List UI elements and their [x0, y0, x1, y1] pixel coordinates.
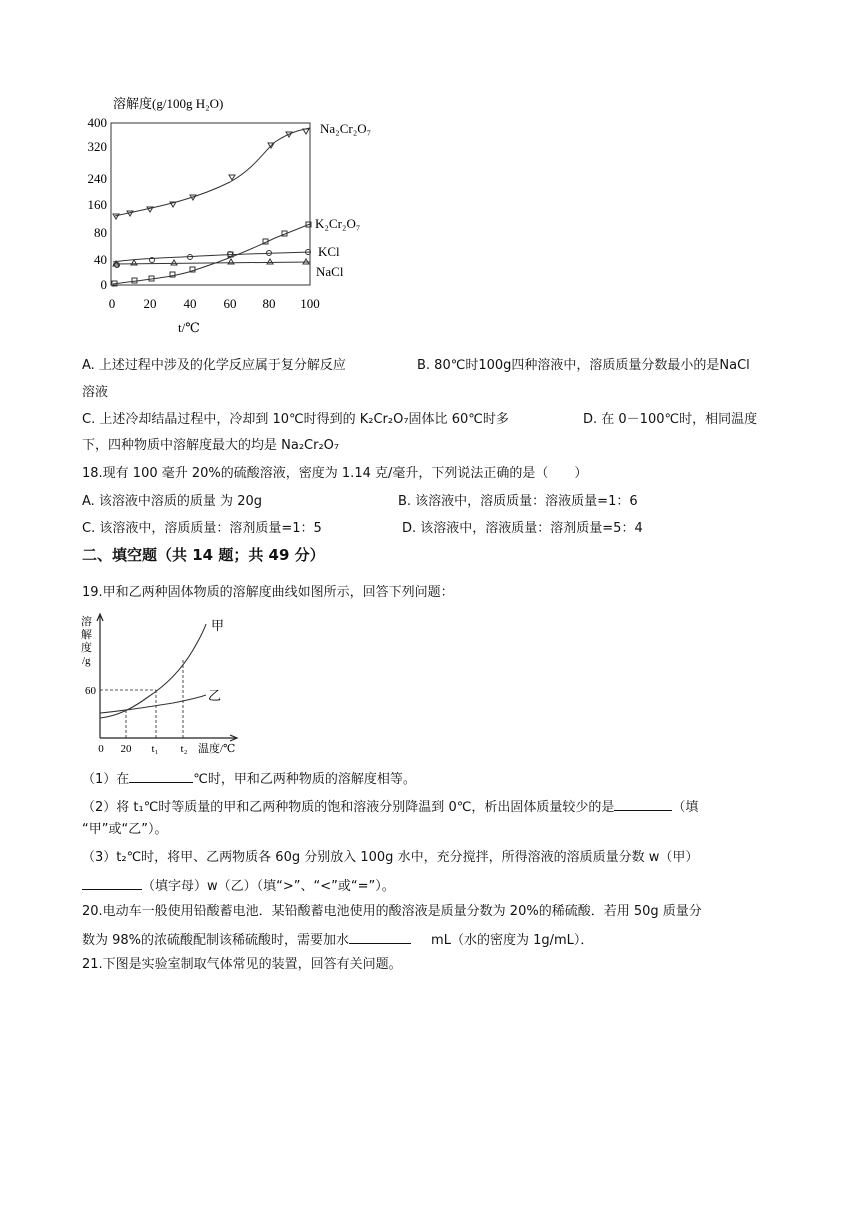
- solubility-chart-2: [78, 612, 248, 757]
- q20-after: mL（水的密度为 1g/mL）．: [431, 933, 594, 948]
- answer-blank[interactable]: [349, 929, 411, 944]
- markers-k2cr2o7: [112, 222, 311, 286]
- chart1-ytick: 80: [94, 225, 107, 240]
- solubility-chart-1: [80, 90, 400, 340]
- q18-option-a: A. 该溶液中溶质的质量 为 20g: [82, 494, 262, 509]
- markers-kcl: [115, 250, 311, 268]
- q18-option-b: B. 该溶液中，溶质质量：溶液质量=1：6: [398, 494, 638, 509]
- label-k2cr2o7: K₂Cr₂O₇: [315, 216, 361, 231]
- q19-part3-line2: [82, 875, 395, 896]
- q19-part2-after: （填: [672, 800, 699, 815]
- q19-part2-cont: “甲”或“乙”）。: [82, 822, 168, 837]
- chart1-ytick: 240: [87, 171, 107, 186]
- q19-part2-before: （2）将 t₁℃时等质量的甲和乙两种物质的饱和溶液分别降温到 0℃，析出固体质量较少的是: [82, 800, 615, 815]
- q20-before: 数为 98%的浓硫酸配制该稀硫酸时，需要加水: [82, 933, 350, 948]
- curve-na2cr2o7: [115, 128, 310, 216]
- q17-option-a: A. 上述过程中涉及的化学反应属于复分解反应: [82, 358, 346, 373]
- curve-jia: [100, 624, 206, 718]
- chart2-xtick: t₁: [151, 743, 159, 755]
- q21-stem: 21.下图是实验室制取气体常见的装置，回答有关问题。: [82, 957, 402, 972]
- q19-part1-after: ℃时，甲和乙两种物质的溶解度相等。: [193, 772, 416, 787]
- q17-option-c: C. 上述冷却结晶过程中，冷却到 10℃时得到的 K₂Cr₂O₇固体比 60℃时多: [82, 412, 509, 427]
- answer-blank[interactable]: [129, 768, 193, 783]
- q18-option-c: C. 该溶液中，溶质质量：溶剂质量=1：5: [82, 521, 322, 536]
- chart1-xtick: 40: [183, 296, 197, 311]
- chart2-xtick: t₂: [180, 743, 188, 755]
- chart1-ylabel: 溶解度(g/100g H₂O): [113, 96, 224, 111]
- chart2-xtick: 0: [98, 743, 104, 755]
- curve-yi: [100, 695, 206, 713]
- label-yi: 乙: [208, 688, 222, 703]
- q19-part3-line1: （3）t₂℃时，将甲、乙两物质各 60g 分别放入 100g 水中，充分搅拌，所得溶液的溶质质量分数 w（甲）: [82, 850, 699, 865]
- label-jia: 甲: [211, 618, 225, 633]
- label-na2cr2o7: Na₂Cr₂O₇: [320, 121, 372, 136]
- markers-na2cr2o7: [113, 129, 309, 219]
- q17-option-b: B. 80℃时100g四种溶液中，溶质质量分数最小的是NaCl: [417, 358, 750, 373]
- chart2-xlabel: 温度/℃: [198, 743, 236, 755]
- q19-stem: 19.甲和乙两种固体物质的溶解度曲线如图所示，回答下列问题：: [82, 585, 454, 600]
- chart1-ytick: 160: [87, 197, 107, 212]
- chart1-ytick: 400: [87, 115, 107, 130]
- q19-part1-before: （1）在: [82, 772, 130, 787]
- chart1-ytick: 0: [100, 277, 107, 292]
- chart1-xtick: 60: [223, 296, 237, 311]
- q17-option-b-cont: 溶液: [82, 385, 109, 400]
- label-nacl: NaCl: [316, 264, 344, 279]
- chart2-ytick-60: 60: [85, 685, 96, 697]
- q19-part2: [82, 796, 698, 817]
- section-title: 二、填空题（共 14 题；共 49 分）: [82, 546, 325, 564]
- chart1-xtick: 100: [300, 296, 320, 311]
- q20-line1: 20.电动车一般使用铅酸蓄电池．某铅酸蓄电池使用的酸溶液是质量分数为 20%的稀硫酸．若用 50g 质量分: [82, 904, 702, 919]
- chart1-xtick: 0: [108, 296, 116, 311]
- q19-part1: [82, 768, 416, 789]
- chart1-frame: [111, 123, 310, 285]
- answer-blank[interactable]: [614, 796, 672, 811]
- q17-option-d-cont: 下，四种物质中溶解度最大的均是 Na₂Cr₂O₇: [82, 438, 340, 453]
- chart2-ylabel-char: 度: [81, 642, 92, 654]
- chart2-ylabel-char: 溶: [81, 616, 92, 628]
- chart2-ylabel-char: /g: [82, 655, 91, 667]
- answer-blank[interactable]: [82, 875, 142, 890]
- curve-kcl: [113, 252, 310, 262]
- chart1-xtick: 80: [262, 296, 276, 311]
- chart1-ytick: 320: [87, 139, 107, 154]
- q19-part3-after: （填字母）w（乙）（填“>”、“<”或“=”）。: [142, 879, 395, 894]
- curve-nacl: [113, 262, 310, 264]
- curve-k2cr2o7: [113, 224, 310, 284]
- chart1-ytick: 40: [94, 252, 107, 267]
- chart1-xtick: 20: [143, 296, 157, 311]
- q18-option-d: D. 该溶液中，溶液质量：溶剂质量=5：4: [402, 521, 643, 536]
- chart1-xlabel: t/℃: [178, 320, 200, 335]
- q20-line2: [82, 929, 593, 950]
- q17-option-d: D. 在 0－100℃时，相同温度: [583, 412, 758, 427]
- chart2-ylabel-char: 解: [81, 629, 92, 641]
- chart2-xtick: 20: [120, 743, 132, 755]
- q18-stem: 18.现有 100 毫升 20%的硫酸溶液，密度为 1.14 克/毫升，下列说法正确的是（ ）: [82, 466, 588, 481]
- label-kcl: KCl: [318, 244, 340, 259]
